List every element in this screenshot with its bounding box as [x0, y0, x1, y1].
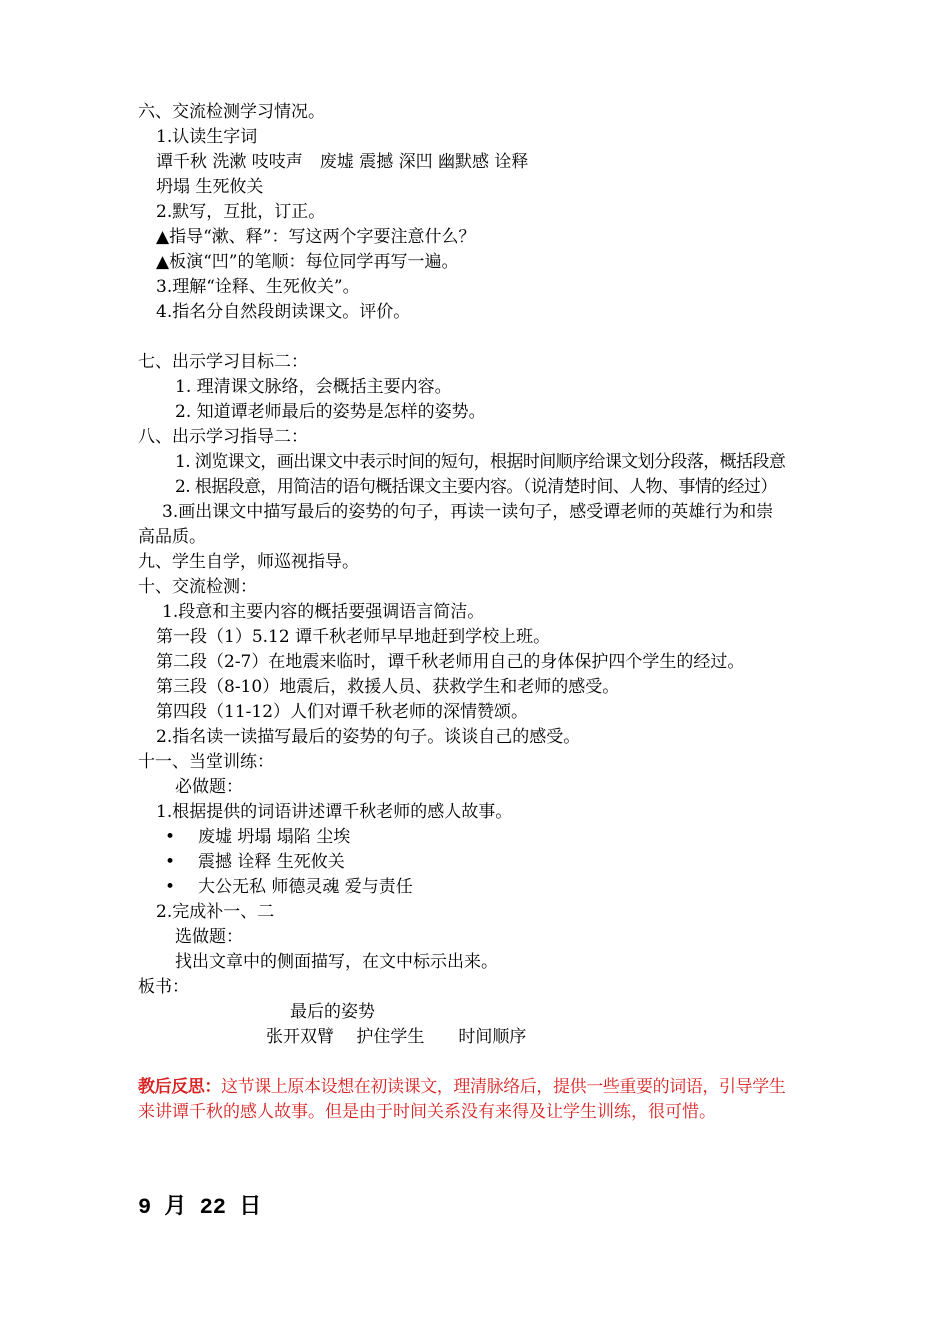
section-6-words-line-2: 坍塌 生死攸关: [156, 177, 264, 197]
bullet-item-3: 大公无私 师德灵魂 爱与责任: [198, 877, 413, 897]
section-7-goal-1: 1. 理清课文脉络，会概括主要内容。: [175, 377, 452, 397]
reflection-text-1: 这节课上原本设想在初读课文，理清脉络后，提供一些重要的词语，引导学生: [221, 1077, 786, 1097]
section-10-item-1: 1.段意和主要内容的概括要强调语言简洁。: [162, 602, 485, 622]
required-item-1: 1.根据提供的词语讲述谭千秋老师的感人故事。: [156, 802, 513, 822]
bullet-dot: •: [165, 877, 176, 897]
section-6-tip-2: ▲板演“凹”的笔顺：每位同学再写一遍。: [156, 252, 459, 272]
section-6-heading: 六、交流检测学习情况。: [138, 102, 325, 122]
section-11-heading: 十一、当堂训练：: [138, 752, 274, 772]
bullet-dot: •: [165, 852, 176, 872]
section-6-item-4: 4.指名分自然段朗读课文。评价。: [156, 302, 411, 322]
required-item-2: 2.完成补一、二: [156, 902, 275, 922]
date-heading: 9 月 22 日: [138, 1195, 262, 1220]
section-7-goal-2: 2. 知道谭老师最后的姿势是怎样的姿势。: [175, 402, 486, 422]
bullet-dot: •: [165, 827, 176, 847]
optional-item-1: 找出文章中的侧面描写，在文中标示出来。: [175, 952, 498, 972]
reflection-label: 教后反思：: [138, 1077, 221, 1097]
section-10-para-1: 第一段（1）5.12 谭千秋老师早早地赶到学校上班。: [156, 627, 551, 647]
section-8-guide-1: 1. 浏览课文，画出课文中表示时间的短句，根据时间顺序给课文划分段落，概括段意: [175, 452, 786, 472]
section-6-item-2: 2.默写，互批，订正。: [156, 202, 326, 222]
section-10-heading: 十、交流检测：: [138, 577, 257, 597]
section-10-para-3: 第三段（8-10）地震后，救援人员、获救学生和老师的感受。: [156, 677, 620, 697]
section-8-heading: 八、出示学习指导二：: [138, 427, 308, 447]
section-10-para-2: 第二段（2-7）在地震来临时，谭千秋老师用自己的身体保护四个学生的经过。: [156, 652, 745, 672]
section-10-item-2: 2.指名读一读描写最后的姿势的句子。谈谈自己的感受。: [156, 727, 581, 747]
section-9-heading: 九、学生自学，师巡视指导。: [138, 552, 359, 572]
section-6-words-line-1: 谭千秋 洗漱 吱吱声 废墟 震撼 深凹 幽默感 诠释: [156, 152, 529, 172]
board-label: 板书：: [138, 977, 189, 997]
required-label: 必做题：: [175, 777, 243, 797]
reflection-line-2: 来讲谭千秋的感人故事。但是由于时间关系没有来得及让学生训练，很可惜。: [138, 1102, 716, 1122]
section-8-guide-3: 3.画出课文中描写最后的姿势的句子，再读一读句子，感受谭老师的英雄行为和崇: [162, 502, 774, 522]
section-10-para-4: 第四段（11-12）人们对谭千秋老师的深情赞颂。: [156, 702, 529, 722]
section-6-item-1: 1.认读生字词: [156, 127, 258, 147]
optional-label: 选做题：: [175, 927, 243, 947]
bullet-item-1: 废墟 坍塌 塌陷 尘埃: [198, 827, 351, 847]
reflection-line-1: [138, 1077, 785, 1097]
board-title: 最后的姿势: [290, 1002, 375, 1022]
section-6-item-3: 3.理解“诠释、生死攸关”。: [156, 277, 360, 297]
bullet-item-2: 震撼 诠释 生死攸关: [198, 852, 345, 872]
section-8-guide-2: 2. 根据段意，用简洁的语句概括课文主要内容。（说清楚时间、人物、事情的经过）: [175, 477, 777, 497]
section-8-guide-3-cont: 高品质。: [138, 527, 206, 547]
section-6-tip-1: ▲指导“漱、释”：写这两个字要注意什么？: [156, 227, 476, 247]
section-7-heading: 七、出示学习目标二：: [138, 352, 308, 372]
board-row: 张开双臂 护住学生 时间顺序: [266, 1027, 527, 1047]
